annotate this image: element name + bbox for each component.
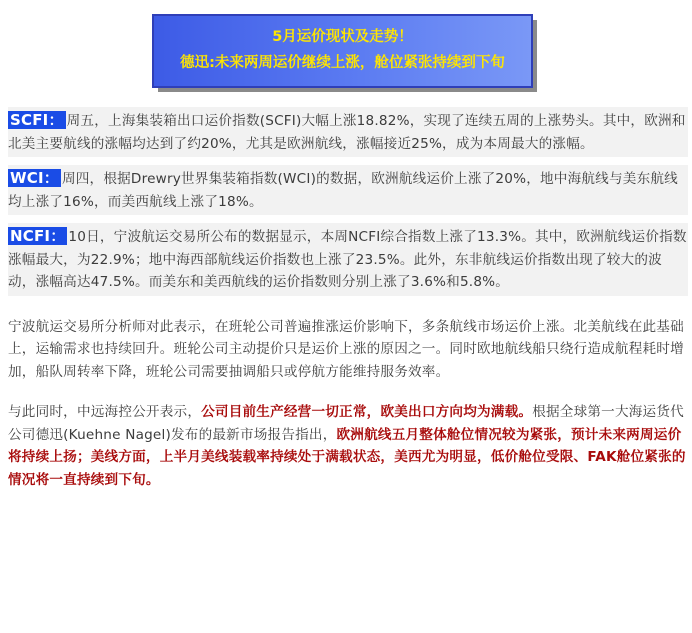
article-body bbox=[8, 107, 688, 491]
cosco-highlight-2: 欧洲航线五月整体舱位情况较为紧张，预计未来两周运价将持续上扬；美线方面，上半月美线装载率持续处于满载状态，美西尤为明显，低价舱位受限、FAK舱位紧张的情况将一直持续到下旬。 bbox=[8, 426, 686, 488]
cosco-text-2: 根据全球第一大海运货代公司德迅(Kuehne Nagel)发布的最新市场报告指出， bbox=[8, 404, 684, 443]
cosco-highlight-1: 公司目前生产经营一切正常，欧美出口方向均为满载。 bbox=[201, 404, 533, 420]
ncfi-tag: NCFI： bbox=[10, 227, 66, 245]
wci-paragraph bbox=[8, 165, 688, 215]
ningbo-analyst-paragraph: 宁波航运交易所分析师对此表示，在班轮公司普遍推涨运价影响下，多条航线市场运价上涨。北美航线在此基础上，运输需求也持续回升。班轮公司主动提价只是运价上涨的原因之一。同时欧地航线船只绕行造成航程耗时增加，船队周转率下降，班轮公司需要抽调船只或停航方能维持服务效率。 bbox=[8, 318, 684, 380]
scfi-text: 周五，上海集装箱出口运价指数(SCFI)大幅上涨18.82%，实现了连续五周的上涨势头。其中，欧洲和北美主要航线的涨幅均达到了约20%，尤其是欧洲航线，涨幅接近25%，成为本周最大的涨幅。 bbox=[8, 113, 686, 152]
cosco-paragraph bbox=[8, 401, 688, 491]
title-banner bbox=[152, 14, 539, 94]
banner-box bbox=[152, 14, 533, 88]
wci-tag: WCI： bbox=[10, 169, 59, 187]
scfi-paragraph bbox=[8, 107, 688, 157]
cosco-text-1: 与此同时，中远海控公开表示， bbox=[8, 404, 202, 420]
banner-subtitle: 德迅:未来两周运价继续上涨，舱位紧张持续到下旬 bbox=[180, 55, 505, 71]
scfi-tag: SCFI： bbox=[10, 111, 64, 129]
ncfi-text: 10日，宁波航运交易所公布的数据显示，本周NCFI综合指数上涨了13.3%。其中，欧洲航线运价指数涨幅最大，为22.9%；地中海西部航线运价指数也上涨了23.5%。此外，东非航线运价指数出现了较大的波动，涨幅高达47.5%。而美东和美西航线的运价指数则分别上涨了3.6%和5.8%。 bbox=[8, 229, 687, 290]
ncfi-paragraph bbox=[8, 223, 688, 296]
banner-title: 5月运价现状及走势！ bbox=[272, 29, 413, 45]
wci-text: 周四，根据Drewry世界集装箱指数(WCI)的数据，欧洲航线运价上涨了20%，地中海航线与美东航线均上涨了16%，而美西航线上涨了18%。 bbox=[8, 171, 678, 210]
